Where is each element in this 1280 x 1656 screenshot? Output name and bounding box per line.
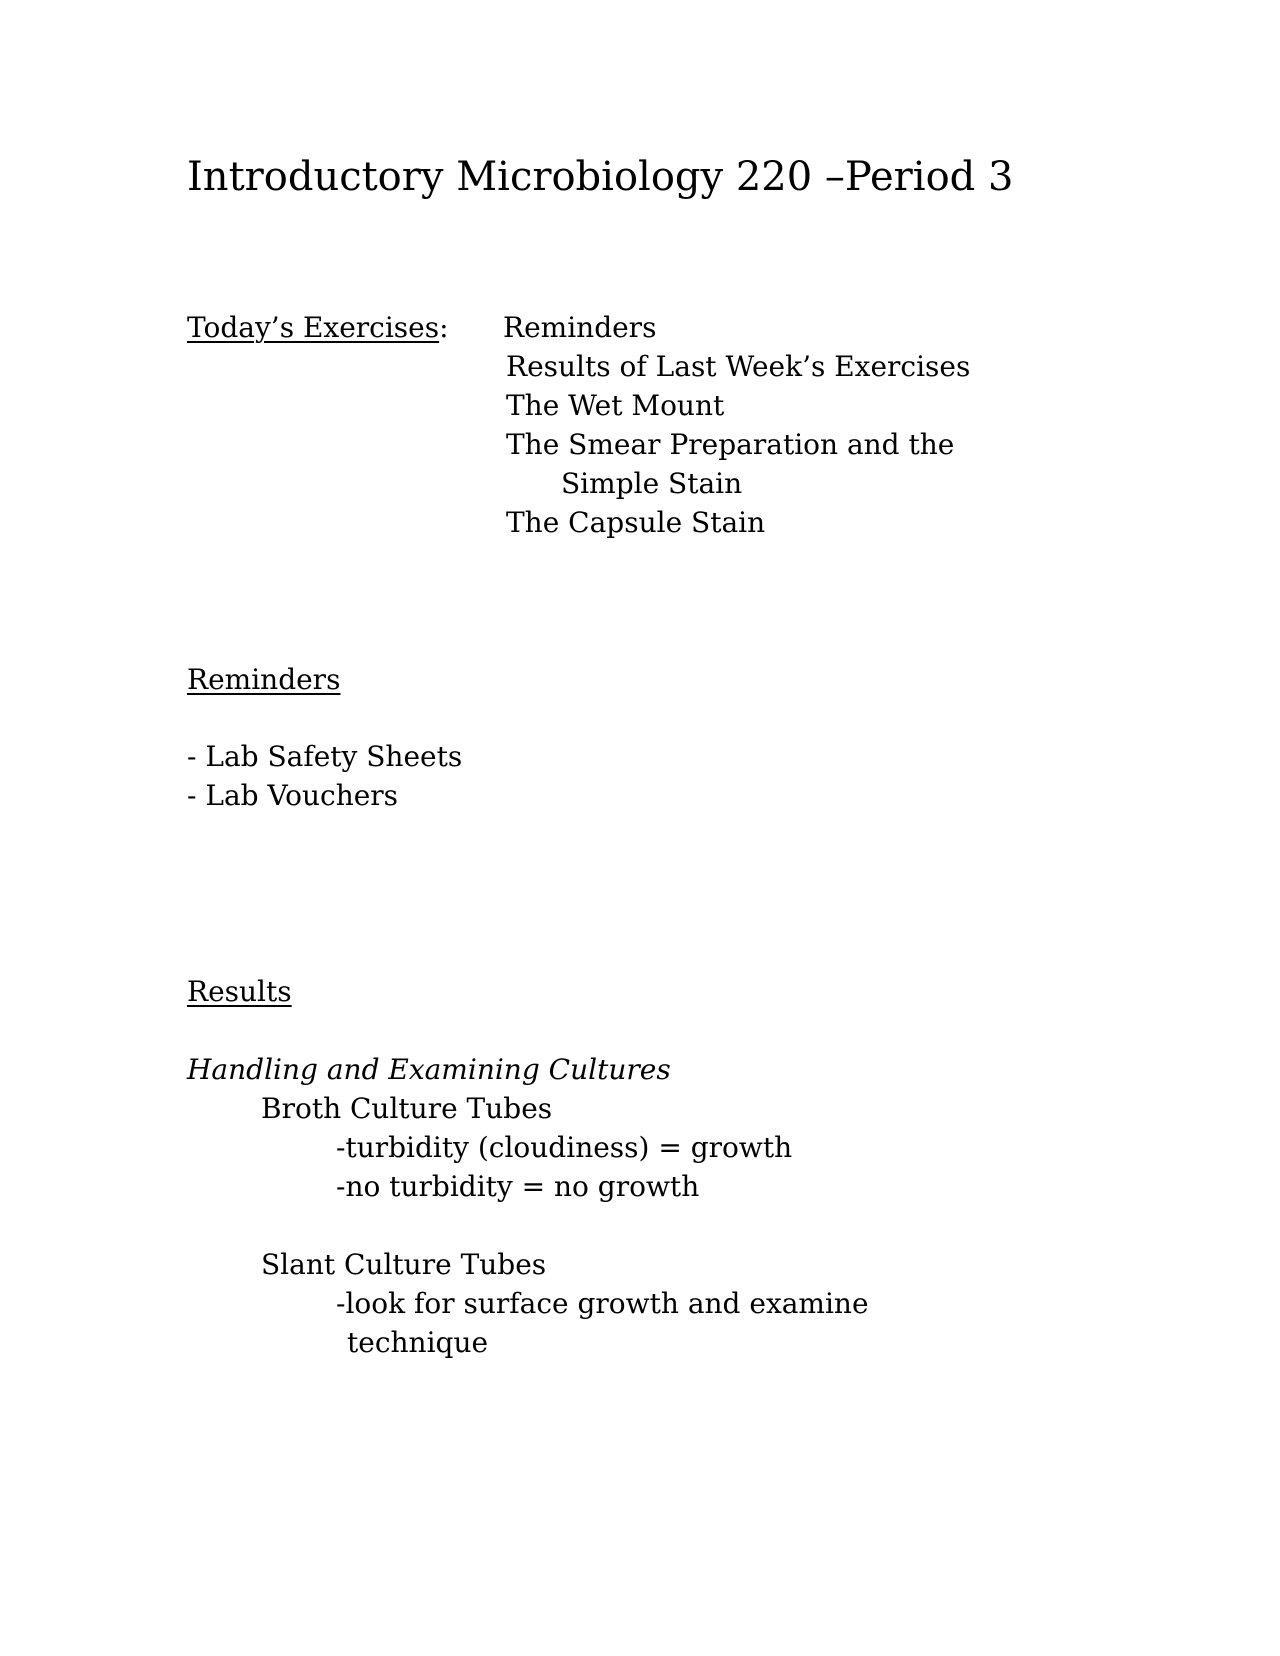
- slant-culture-label: Slant Culture Tubes: [261, 1248, 547, 1281]
- slant-item-surface-growth: -look for surface growth and examine: [336, 1287, 869, 1320]
- exercise-item-capsule-stain: The Capsule Stain: [506, 506, 766, 539]
- exercise-item-smear-preparation: The Smear Preparation and the: [506, 428, 955, 461]
- broth-item-turbidity: -turbidity (cloudiness) = growth: [336, 1131, 793, 1164]
- reminder-item-vouchers: - Lab Vouchers: [187, 779, 399, 812]
- broth-item-no-turbidity: -no turbidity = no growth: [336, 1170, 700, 1203]
- exercise-item-results: Results of Last Week’s Exercises: [506, 350, 971, 383]
- document-title: Introductory Microbiology 220 –Period 3: [187, 154, 1014, 200]
- exercise-item-simple-stain: Simple Stain: [561, 467, 743, 500]
- exercise-item-reminders: Reminders: [503, 311, 657, 344]
- todays-exercises-heading: Today’s Exercises: [187, 311, 440, 344]
- results-heading: Results: [187, 975, 292, 1008]
- broth-culture-label: Broth Culture Tubes: [261, 1092, 553, 1125]
- todays-exercises-colon: :: [439, 311, 449, 344]
- exercise-item-wet-mount: The Wet Mount: [506, 389, 725, 422]
- slant-item-technique: technique: [347, 1326, 489, 1359]
- reminder-item-safety-sheets: - Lab Safety Sheets: [187, 740, 463, 773]
- todays-exercises-label: [187, 310, 449, 346]
- results-subheading: Handling and Examining Cultures: [187, 1053, 671, 1086]
- reminders-heading: Reminders: [187, 663, 341, 696]
